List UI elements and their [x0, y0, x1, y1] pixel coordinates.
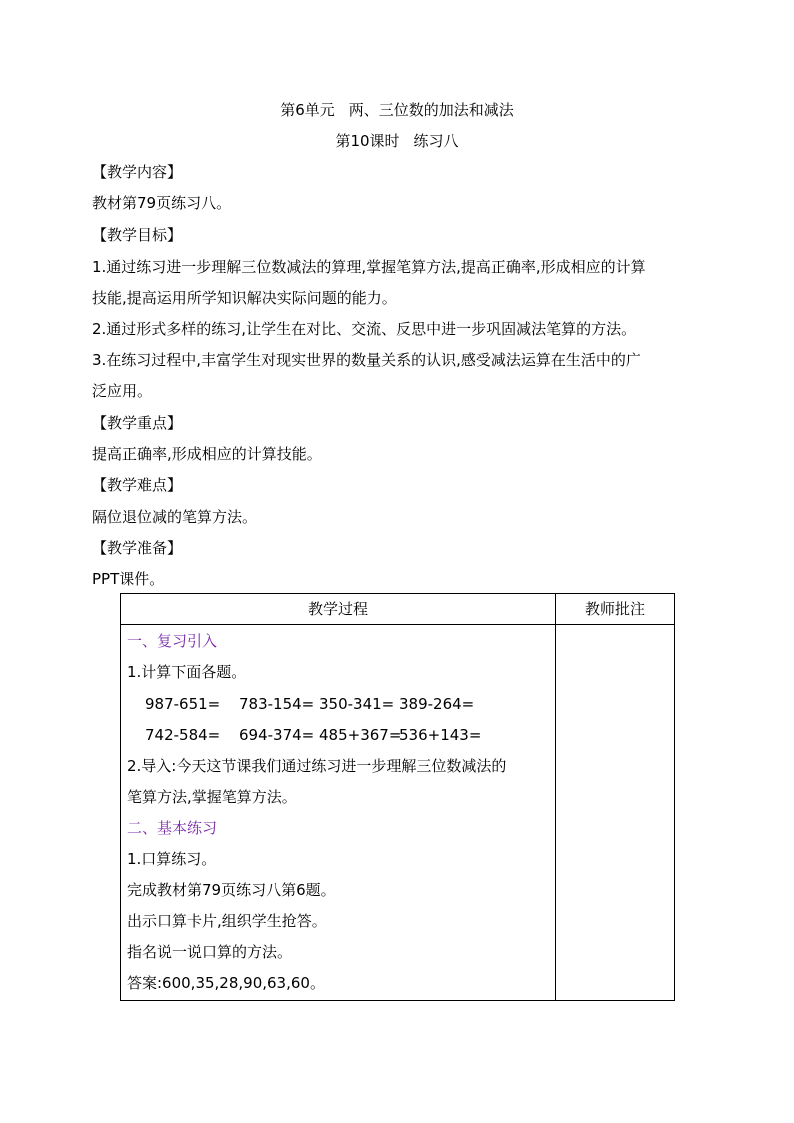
goal3-line2: 泛应用。 — [92, 382, 153, 400]
basic-line3: 出示口算卡片,组织学生抢答。 — [127, 912, 327, 930]
teaching-process-table — [120, 593, 675, 1001]
part2-heading: 二、基本练习 — [127, 819, 218, 837]
calc-problem: 694-374= — [239, 726, 315, 744]
goal3-line1: 3.在练习过程中,丰富学生对现实世界的数量关系的认识,感受减法运算在生活中的广 — [92, 351, 641, 369]
unit-title: 两、三位数的加法和减法 — [348, 101, 514, 119]
prep-text: PPT课件。 — [92, 570, 165, 588]
content-text: 教材第79页练习八。 — [92, 194, 232, 212]
calc-problem: 783-154= — [239, 695, 315, 713]
goal1-line1: 1.通过练习进一步理解三位数减法的算理,掌握笔算方法,提高正确率,形成相应的计算 — [92, 258, 646, 276]
review-item1: 1.计算下面各题。 — [127, 663, 247, 681]
process-cell — [121, 625, 556, 1001]
lesson-title: 练习八 — [413, 132, 459, 150]
calc-row-2 — [145, 725, 481, 745]
calc-problem: 987-651= — [145, 695, 221, 713]
calc-problem: 350-341= — [319, 695, 395, 713]
basic-line2: 完成教材第79页练习八第6题。 — [127, 881, 336, 899]
calc-row-1 — [145, 694, 474, 714]
basic-item1: 1.口算练习。 — [127, 850, 217, 868]
difficult-text: 隔位退位减的笔算方法。 — [92, 508, 258, 526]
calc-problem: 742-584= — [145, 726, 221, 744]
review-item2-line2: 笔算方法,掌握笔算方法。 — [127, 788, 297, 806]
key-text: 提高正确率,形成相应的计算技能。 — [92, 445, 322, 463]
col-notes-header: 教师批注 — [556, 594, 675, 625]
goal1-line2: 技能,提高运用所学知识解决实际问题的能力。 — [92, 289, 397, 307]
lesson-label: 第10课时 — [335, 132, 400, 150]
content-heading: 【教学内容】 — [92, 163, 183, 181]
goals-heading: 【教学目标】 — [92, 226, 183, 244]
calc-problem: 485+367= — [319, 726, 402, 744]
part1-heading: 一、复习引入 — [127, 632, 218, 650]
review-item2-line1: 2.导入:今天这节课我们通过练习进一步理解三位数减法的 — [127, 757, 507, 775]
unit-label: 第6单元 — [280, 101, 335, 119]
unit-title-line — [0, 100, 794, 120]
calc-problem: 536+143= — [399, 726, 482, 744]
lesson-title-line — [0, 131, 794, 151]
key-heading: 【教学重点】 — [92, 414, 183, 432]
col-process-header: 教学过程 — [121, 594, 556, 625]
difficult-heading: 【教学难点】 — [92, 476, 183, 494]
prep-heading: 【教学准备】 — [92, 539, 183, 557]
calc-problem: 389-264= — [399, 695, 475, 713]
basic-answer: 答案:600,35,28,90,63,60。 — [127, 974, 325, 992]
basic-line4: 指名说一说口算的方法。 — [127, 943, 293, 961]
notes-cell — [556, 625, 675, 1001]
goal2: 2.通过形式多样的练习,让学生在对比、交流、反思中进一步巩固减法笔算的方法。 — [92, 320, 637, 338]
